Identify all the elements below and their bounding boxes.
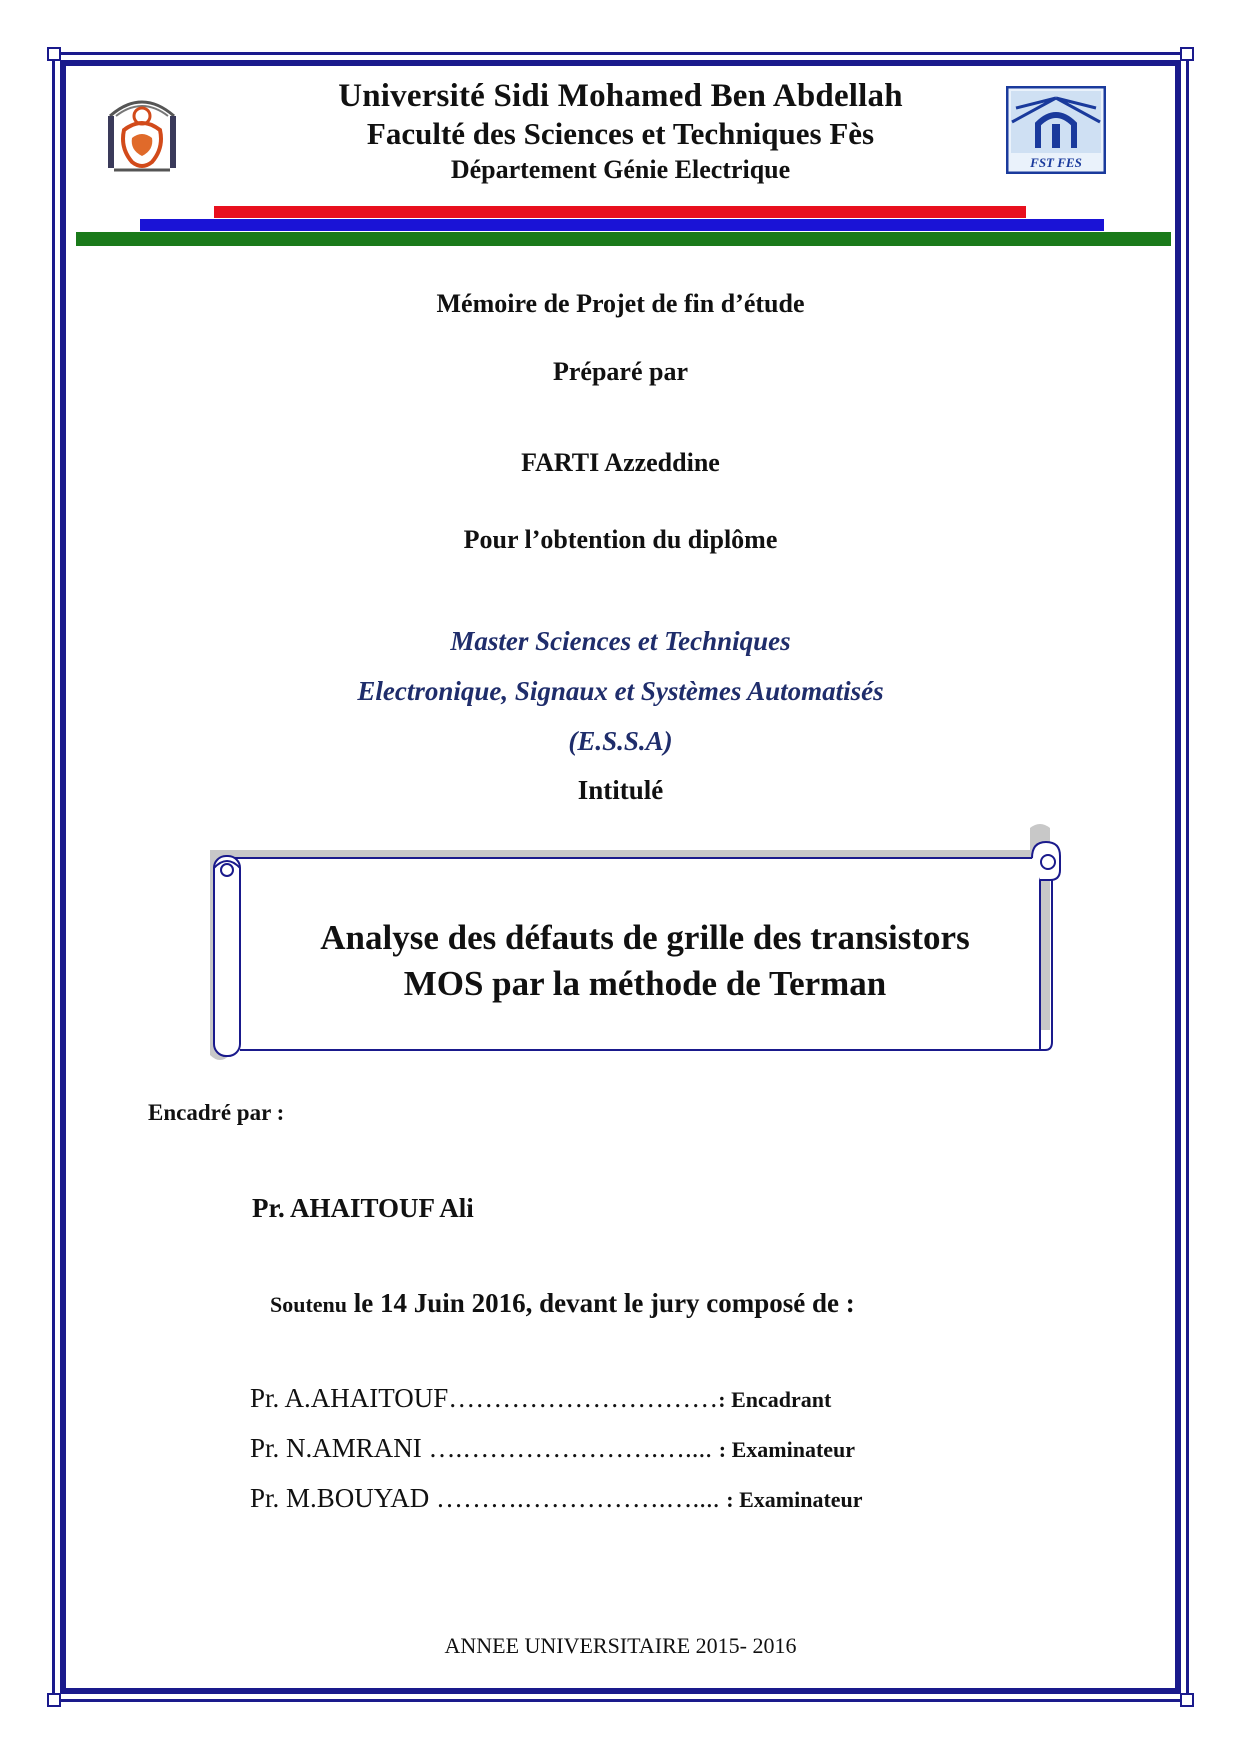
corner-ornament-top-right	[1180, 47, 1194, 61]
jury-member-role: : Examinateur	[718, 1437, 856, 1462]
author-name: FARTI Azzeddine	[521, 448, 720, 477]
thesis-title-line1: Analyse des défauts de grille des transistors	[320, 918, 970, 957]
academic-year: ANNEE UNIVERSITAIRE 2015- 2016	[444, 1633, 797, 1658]
title-label: Intitulé	[577, 775, 664, 805]
supervised-by-label: Encadré par :	[148, 1100, 285, 1125]
prepared-by-label: Préparé par	[552, 357, 688, 386]
corner-ornament-bottom-left	[47, 1693, 61, 1707]
department-name: Département Génie Electrique	[450, 155, 791, 184]
corner-ornament-bottom-right	[1180, 1693, 1194, 1707]
jury-member	[250, 1433, 855, 1464]
thesis-title-line2: MOS par la méthode de Terman	[403, 964, 887, 1003]
jury-member	[250, 1383, 831, 1414]
defense-details: le 14 Juin 2016, devant le jury composé de :	[347, 1288, 855, 1318]
jury-member-role: : Examinateur	[726, 1487, 863, 1512]
thesis-title	[240, 915, 1050, 1007]
university-name: Université Sidi Mohamed Ben Abdellah	[338, 78, 903, 114]
faculty-name: Faculté des Sciences et Techniques Fès	[366, 116, 875, 151]
document-type: Mémoire de Projet de fin d’étude	[436, 289, 805, 318]
logo-text: FST FES	[1030, 155, 1082, 170]
master-program-line1: Master Sciences et Techniques	[450, 626, 791, 656]
jury-member-role: : Encadrant	[718, 1387, 832, 1412]
master-program-line2: Electronique, Signaux et Systèmes Automatisés	[357, 676, 884, 706]
header-bar-blue	[140, 219, 1104, 231]
defense-statement	[270, 1288, 855, 1319]
supervisor-name: Pr. AHAITOUF Ali	[252, 1193, 474, 1223]
jury-member	[250, 1483, 863, 1514]
jury-member-name: Pr. A.AHAITOUF…………………………	[250, 1383, 719, 1413]
corner-ornament-top-left	[47, 47, 61, 61]
defense-word: Soutenu	[270, 1292, 348, 1317]
diploma-label: Pour l’obtention du diplôme	[463, 525, 778, 554]
header-bar-green	[76, 232, 1171, 246]
master-program-abbrev: (E.S.S.A)	[568, 726, 673, 756]
header-bar-red	[214, 206, 1026, 218]
jury-member-name: Pr. N.AMRANI ….………………….…....	[250, 1433, 719, 1463]
jury-member-name: Pr. M.BOUYAD ……….…………….…....	[250, 1483, 727, 1513]
